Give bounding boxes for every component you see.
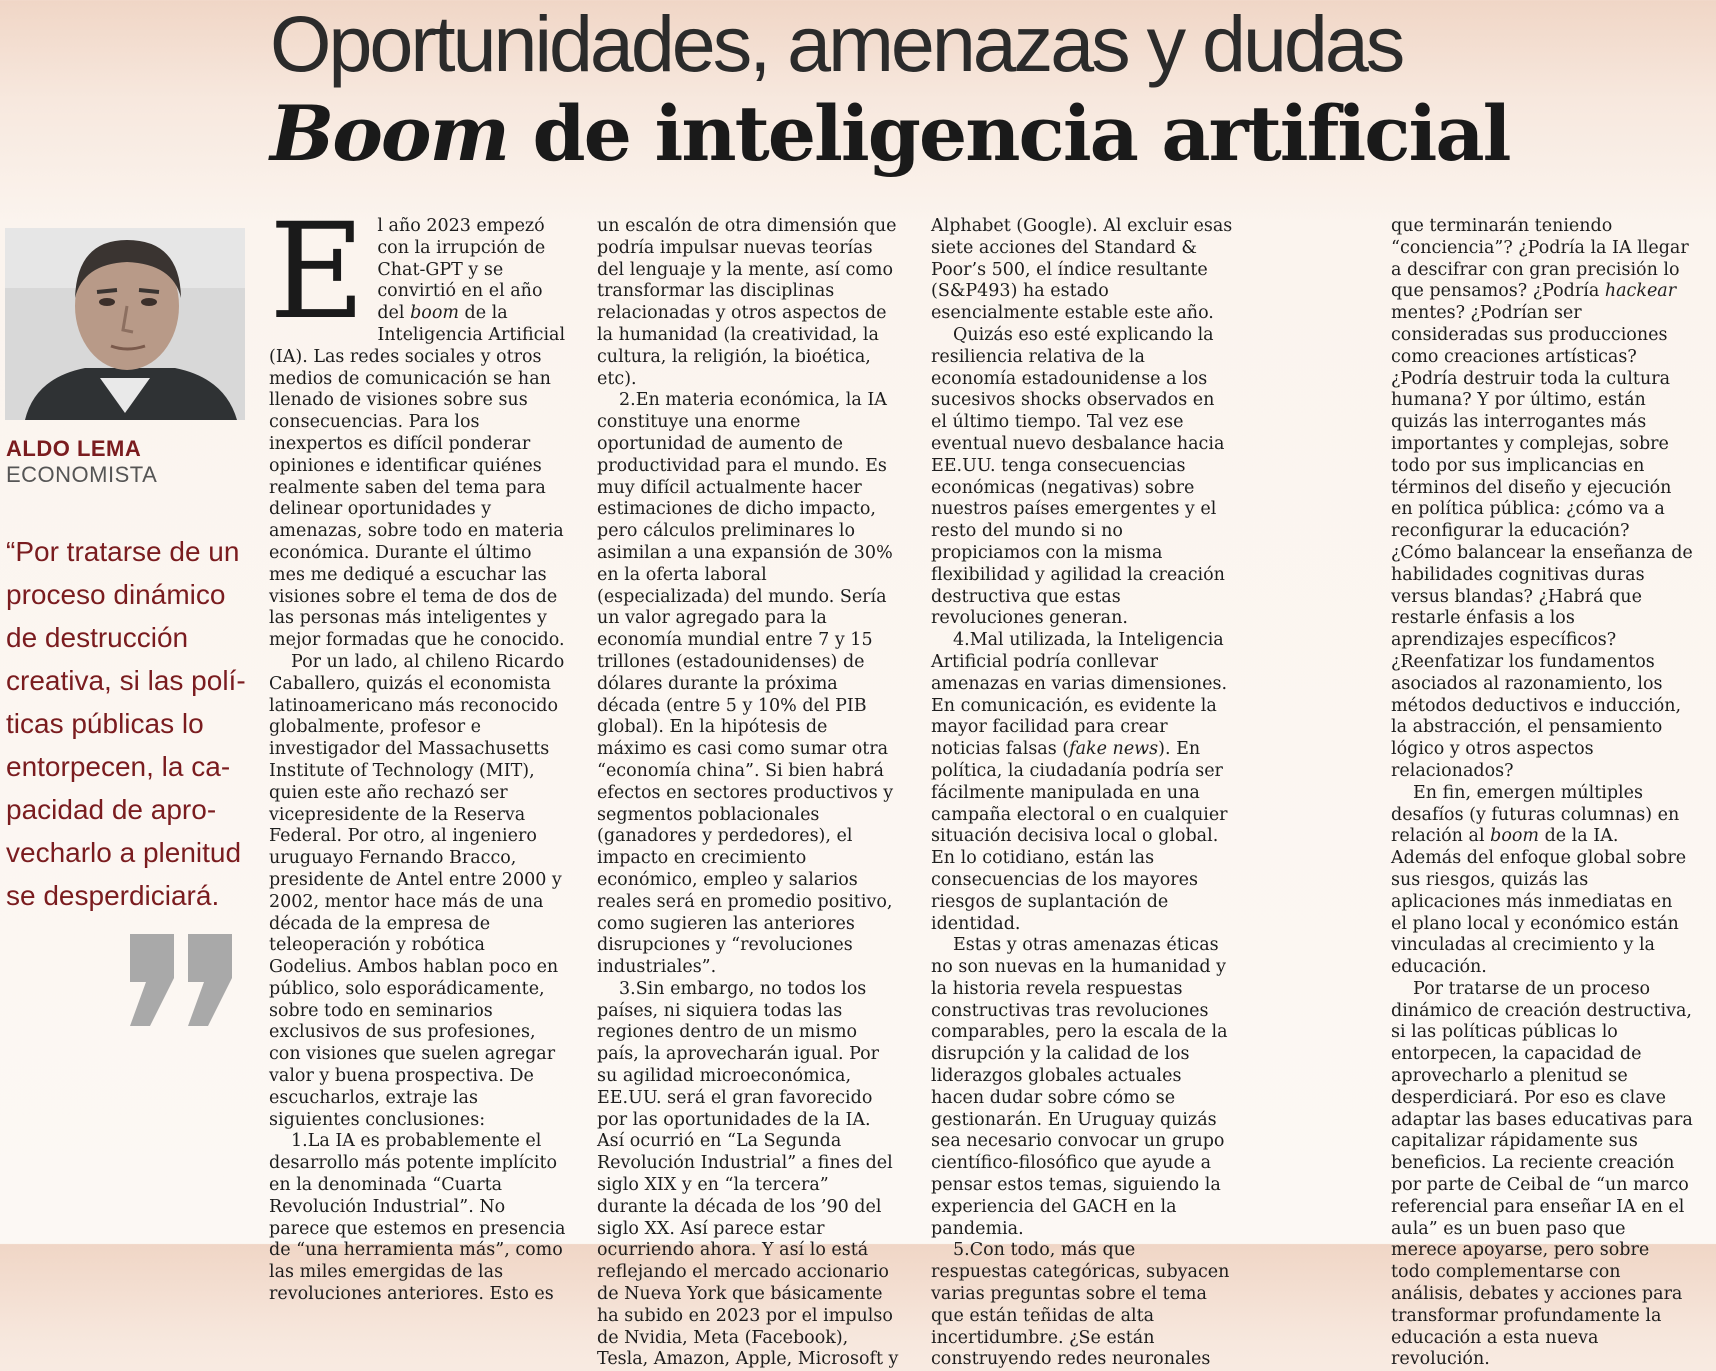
paragraph: un escalón de otra dimensión que podría impulsar nuevas teorías del lenguaje y la mente, así como transformar las disciplinas relacionadas y otros aspectos de la humanidad (la creatividad, la cultura, la religión, la bioética, etc). <box>597 216 897 389</box>
article-column-4 <box>1391 216 1693 1370</box>
closing-quote-icon <box>124 930 244 1030</box>
paragraph: Estas y otras amenazas éticas no son nuevas en la humanidad y la historia revela respuestas constructivas tras revoluciones comparables, pero la escala de la disrupción y la calidad de los liderazgos globales actuales hacen dudar sobre cómo se gestionarán. En Uruguay quizás sea necesario convocar un grupo científico-filosófico que ayude a pensar estos temas, siguiendo la experiencia del GACH en la pandemia. <box>931 935 1228 1239</box>
paragraph: El año 2023 empezó con la irrupción de Chat-GPT y se convirtió en el año del boom de la Inteligencia Artificial (IA). Las redes sociales y otros medios de comunicación se han llenado de visiones sobre sus consecuencias. Para los inexpertos es difícil ponderar opiniones e identificar quiénes realmente saben del tema para delinear oportunidades y amenazas, sobre todo en materia económica. Durante el último mes me dediqué a escuchar las visiones sobre el tema de dos de las personas más inteligentes y mejor formadas que he conocido. <box>269 195 566 651</box>
paragraph: que terminarán teniendo “conciencia”? ¿Podría la IA llegar a descifrar con gran precisión lo que pensamos? ¿Podría hackear mentes? ¿Podrían ser consideradas sus producciones como creaciones artísticas? ¿Podría destruir toda la cultura humana? Y por último, están quizás las interrogantes más importantes y complejas, sobre todo por sus implicancias en términos del diseño y ejecución en política pública: ¿cómo va a reconfigurar la educación? ¿Cómo balancear la enseñanza de habilidades cognitivas duras versus blandas? ¿Habrá que restarle énfasis a los aprendizajes específicos? ¿Reenfatizar los fundamentos asociados al razonamiento, los métodos deductivos e inducción, la abstracción, el pensamiento lógico y otros aspectos relacionados? <box>1391 216 1693 781</box>
pull-quote: “Por tratarse de un proceso dinámico de destrucción creativa, si las políticas públicas lo entorpecen, la capacidad de aprovecharlo a plenitud se desperdiciará. <box>6 536 246 911</box>
headline-title <box>270 88 1710 180</box>
paragraph: Por un lado, al chileno Ricardo Caballero, quizás el economista latinoamericano más reconocido globalmente, profesor e investigador del Massachusetts Institute of Technology (MIT), quien este año rechazó ser vicepresidente de la Reserva Federal. Por otro, al ingeniero uruguayo Fernando Bracco, presidente de Antel entre 2000 y 2002, mentor hace más de una década de la empresa de teleoperación y robótica Godelius. Ambos hablan poco en público, solo esporádicamente, sobre todo en seminarios exclusivos de sus profesiones, con visiones que suelen agregar valor y buena prospectiva. De escucharlos, extraje las siguientes conclusiones: <box>269 651 565 1130</box>
paragraph: 4.Mal utilizada, la Inteligencia Artificial podría conllevar amenazas en varias dimensiones. En comunicación, es evidente la mayor facilidad para crear noticias falsas (fake news). En política, la ciudadanía podría ser fácilmente manipulada en una campaña electoral o en cualquier situación decisiva local o global. En lo cotidiano, están las consecuencias de los mayores riesgos de suplantación de identidad. <box>931 630 1228 934</box>
drop-cap: E <box>269 195 366 349</box>
paragraph: 3.Sin embargo, no todos los países, ni siquiera todas las regiones dentro de un mismo país, la aprovecharán igual. Por su agilidad microeconómica, EE.UU. será el gran favorecido por las oportunidades de la IA. Así ocurrió en “La Segunda Revolución Industrial” a fines del siglo XIX y en “la tercera” durante la década de los ’90 del siglo XX. Así parece estar ocurriendo ahora. Y así lo está reflejando el mercado accionario de Nueva York que básicamente ha subido en 2023 por el impulso de Nvidia, Meta (Facebook), Tesla, Amazon, Apple, Microsoft y <box>597 978 899 1370</box>
author-name: ALDO LEMA <box>6 436 142 461</box>
headline-kicker: Oportunidades, amenazas y dudas <box>270 0 1403 88</box>
headline <box>270 0 1710 180</box>
paragraph: Por tratarse de un proceso dinámico de creación destructiva, si las políticas públicas lo entorpecen, la capacidad de aprovecharlo a plenitud se desperdiciará. Por eso es clave adaptar las bases educativas para capitalizar rápidamente sus beneficios. La reciente creación por parte de Ceibal de “un marco referencial para enseñar IA en el aula” es un buen paso que merece apoyarse, pero sobre todo complementarse con análisis, debates y acciones para transformar profundamente la educación a esta nueva revolución. <box>1391 978 1693 1370</box>
article-column-2 <box>597 216 899 1370</box>
author-portrait-icon <box>5 228 245 420</box>
title-rest: de inteligencia artificial <box>508 89 1510 178</box>
paragraph: Alphabet (Google). Al excluir esas siete acciones del Standard & Poor’s 500, el índice resultante (S&P493) ha estado esencialmente estable este año. <box>931 216 1233 324</box>
title-italic: Boom <box>270 89 509 178</box>
paragraph: 1.La IA es probablemente el desarrollo más potente implícito en la denominada “Cuarta Revolución Industrial”. No parece que estemos en presencia de “una herramienta más”, como las miles emergidas de las revoluciones anteriores. Esto es <box>269 1131 566 1305</box>
paragraph: 2.En materia económica, la IA constituye una enorme oportunidad de aumento de productividad para el mundo. Es muy difícil actualmente hacer estimaciones de dicho impacto, pero cálculos preliminares lo asimilan a una expansión de 30% en la oferta laboral (especializada) del mundo. Sería un valor agregado para la economía mundial entre 7 y 15 trillones (estadounidenses) de dólares durante la próxima década (entre 5 y 10% del PIB global). En la hipótesis de máximo es casi como sumar otra “economía china”. Si bien habrá efectos en sectores productivos y segmentos poblacionales (ganadores y perdedores), el impacto en crecimiento económico, empleo y salarios reales será en promedio positivo, como sugieren las anteriores disrupciones y “revoluciones industriales”. <box>597 390 894 978</box>
paragraph: 5.Con todo, más que respuestas categóricas, subyacen varias preguntas sobre el tema que están teñidas de alta incertidumbre. ¿Se están construyendo redes neuronales <box>931 1240 1230 1370</box>
author-photo <box>5 228 245 420</box>
paragraph: Quizás eso esté explicando la resiliencia relativa de la economía estadounidense a los sucesivos shocks observados en el último tiempo. Tal vez ese eventual nuevo desbalance hacia EE.UU. tenga consecuencias económicas (negativas) sobre nuestros países emergentes y el resto del mundo si no propiciamos con la misma flexibilidad y agilidad la creación destructiva que estas revoluciones generan. <box>931 324 1225 629</box>
author-role: ECONOMISTA <box>6 462 158 487</box>
paragraph: En fin, emergen múltiples desafíos (y futuras columnas) en relación al boom de la IA. Además del enfoque global sobre sus riesgos, quizás las aplicaciones más inmediatas en el plano local y económico están vinculadas al crecimiento y la educación. <box>1391 782 1687 978</box>
article-column-3 <box>931 216 1233 1370</box>
article-column-1 <box>269 195 571 1305</box>
